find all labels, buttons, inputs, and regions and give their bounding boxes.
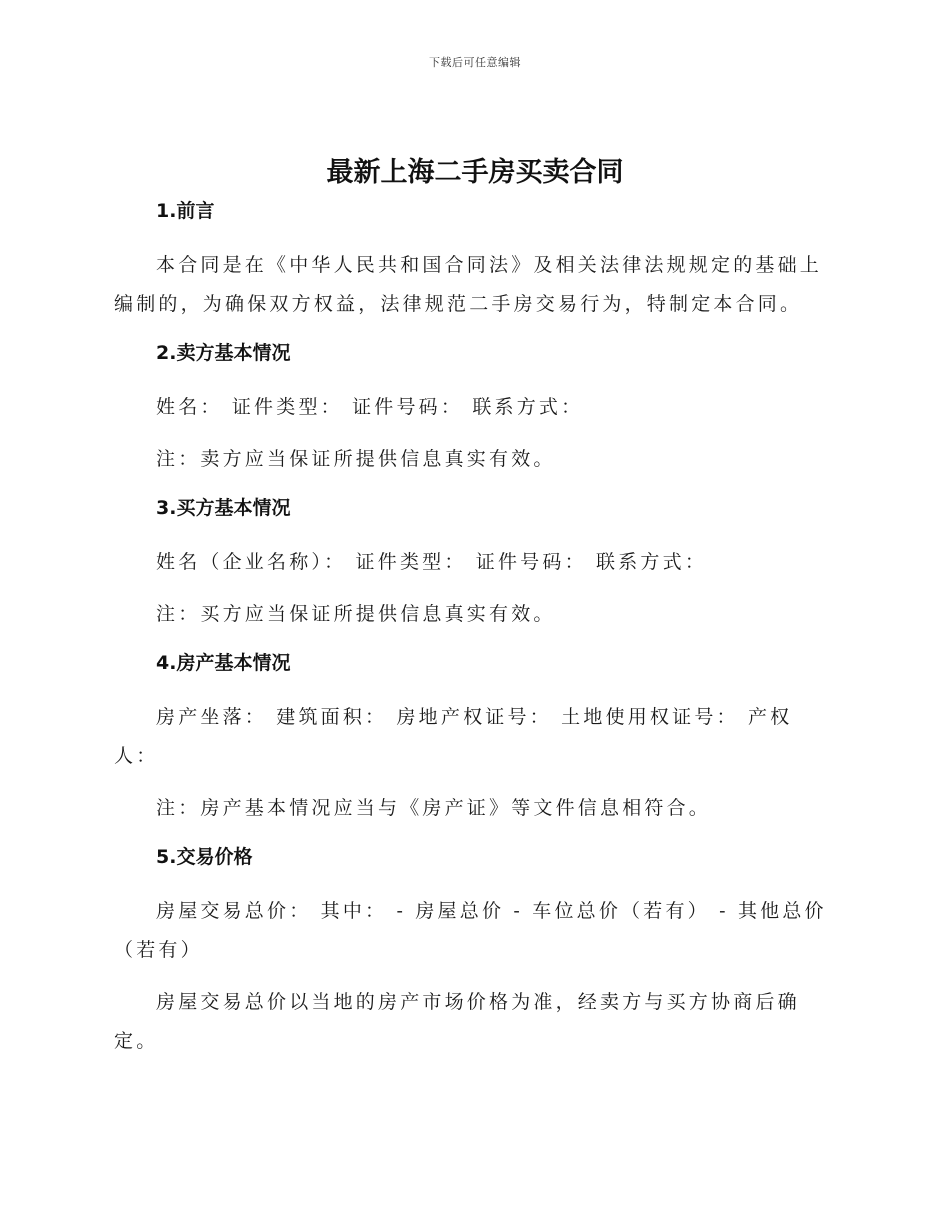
document-title: 最新上海二手房买卖合同 bbox=[326, 157, 624, 188]
page-header-note: 下载后可任意编辑 bbox=[429, 56, 521, 69]
paragraph-seller-fields: 姓名： 证件类型： 证件号码： 联系方式： bbox=[156, 396, 584, 418]
paragraph-property-fields: 房产坐落： 建筑面积： 房地产权证号： 土地使用权证号： 产权人： bbox=[114, 706, 793, 767]
paragraph-buyer-note: 注：买方应当保证所提供信息真实有效。 bbox=[156, 603, 556, 625]
paragraph-property-note: 注：房产基本情况应当与《房产证》等文件信息相符合。 bbox=[156, 797, 712, 819]
section-heading-seller-info: 2.卖方基本情况 bbox=[156, 342, 291, 364]
section-heading-transaction-price: 5.交易价格 bbox=[156, 846, 253, 868]
paragraph-preface: 本合同是在《中华人民共和国合同法》及相关法律法规规定的基础上编制的，为确保双方权益，法律规范二手房交易行为，特制定本合同。 bbox=[114, 254, 823, 315]
paragraph-seller-note: 注：卖方应当保证所提供信息真实有效。 bbox=[156, 448, 556, 470]
section-heading-preface: 1.前言 bbox=[156, 200, 215, 222]
paragraph-buyer-fields: 姓名（企业名称）： 证件类型： 证件号码： 联系方式： bbox=[156, 551, 708, 573]
section-heading-buyer-info: 3.买方基本情况 bbox=[156, 497, 291, 519]
document-body bbox=[114, 196, 830, 1061]
paragraph-price-breakdown: 房屋交易总价： 其中： - 房屋总价 - 车位总价（若有） - 其他总价（若有） bbox=[114, 900, 827, 961]
section-heading-property-info: 4.房产基本情况 bbox=[156, 652, 291, 674]
paragraph-price-note: 房屋交易总价以当地的房产市场价格为准，经卖方与买方协商后确定。 bbox=[114, 991, 800, 1052]
